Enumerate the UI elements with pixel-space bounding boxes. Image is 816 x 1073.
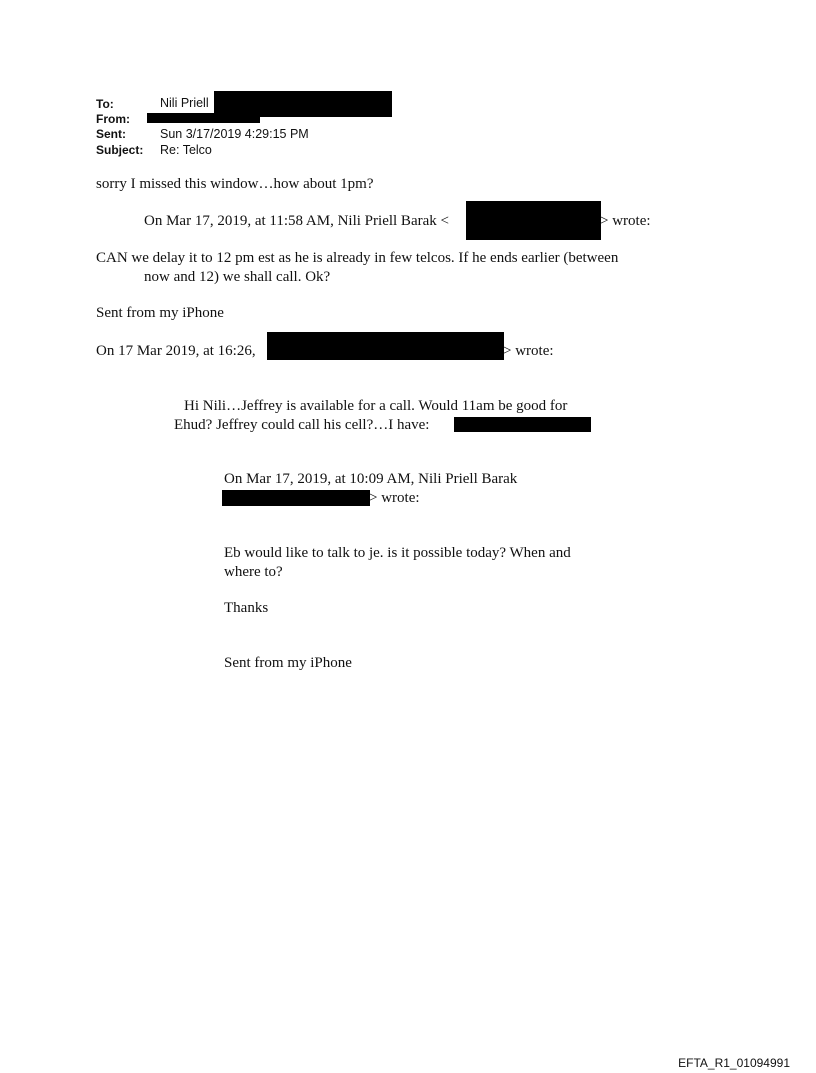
- redaction-quote2-sender: [267, 332, 504, 360]
- quote2-body-line1: Hi Nili…Jeffrey is available for a call. Would 11am be good for: [184, 398, 568, 414]
- quote2-header-suffix: > wrote:: [503, 343, 554, 359]
- quote3-thanks: Thanks: [224, 600, 269, 616]
- bates-number: EFTA_R1_01094991: [678, 1056, 790, 1070]
- sent-label: Sent:: [96, 127, 126, 141]
- quote3-signature: Sent from my iPhone: [224, 655, 352, 671]
- reply-text: sorry I missed this window…how about 1pm?: [96, 176, 374, 192]
- quote3-header-suffix: > wrote:: [369, 490, 420, 506]
- quote1-header-suffix: > wrote:: [600, 213, 651, 229]
- redaction-quote2-phone: [454, 417, 591, 432]
- quote2-body-line2: Ehud? Jeffrey could call his cell?…I have:: [174, 417, 430, 433]
- quote1-body-line1: CAN we delay it to 12 pm est as he is already in few telcos. If he ends earlier (between: [96, 250, 619, 266]
- from-label: From:: [96, 112, 130, 126]
- quote2-header-prefix: On 17 Mar 2019, at 16:26,: [96, 343, 256, 359]
- redaction-quote1-email: [466, 201, 601, 240]
- quote3-body-line1: Eb would like to talk to je. is it possible today? When and: [224, 545, 571, 561]
- to-value: Nili Priell: [160, 96, 209, 110]
- subject-label: Subject:: [96, 143, 144, 157]
- redaction-from: [147, 113, 260, 123]
- to-label: To:: [96, 97, 114, 111]
- quote3-body-line2: where to?: [224, 564, 283, 580]
- quote1-signature: Sent from my iPhone: [96, 305, 224, 321]
- redaction-quote3-email: [222, 490, 370, 506]
- quote1-header-prefix: On Mar 17, 2019, at 11:58 AM, Nili Priell Barak <: [144, 213, 449, 229]
- quote1-body-line2: now and 12) we shall call. Ok?: [144, 269, 331, 285]
- quote3-header: On Mar 17, 2019, at 10:09 AM, Nili Priell Barak: [224, 471, 518, 487]
- sent-value: Sun 3/17/2019 4:29:15 PM: [160, 127, 309, 141]
- subject-value: Re: Telco: [160, 143, 212, 157]
